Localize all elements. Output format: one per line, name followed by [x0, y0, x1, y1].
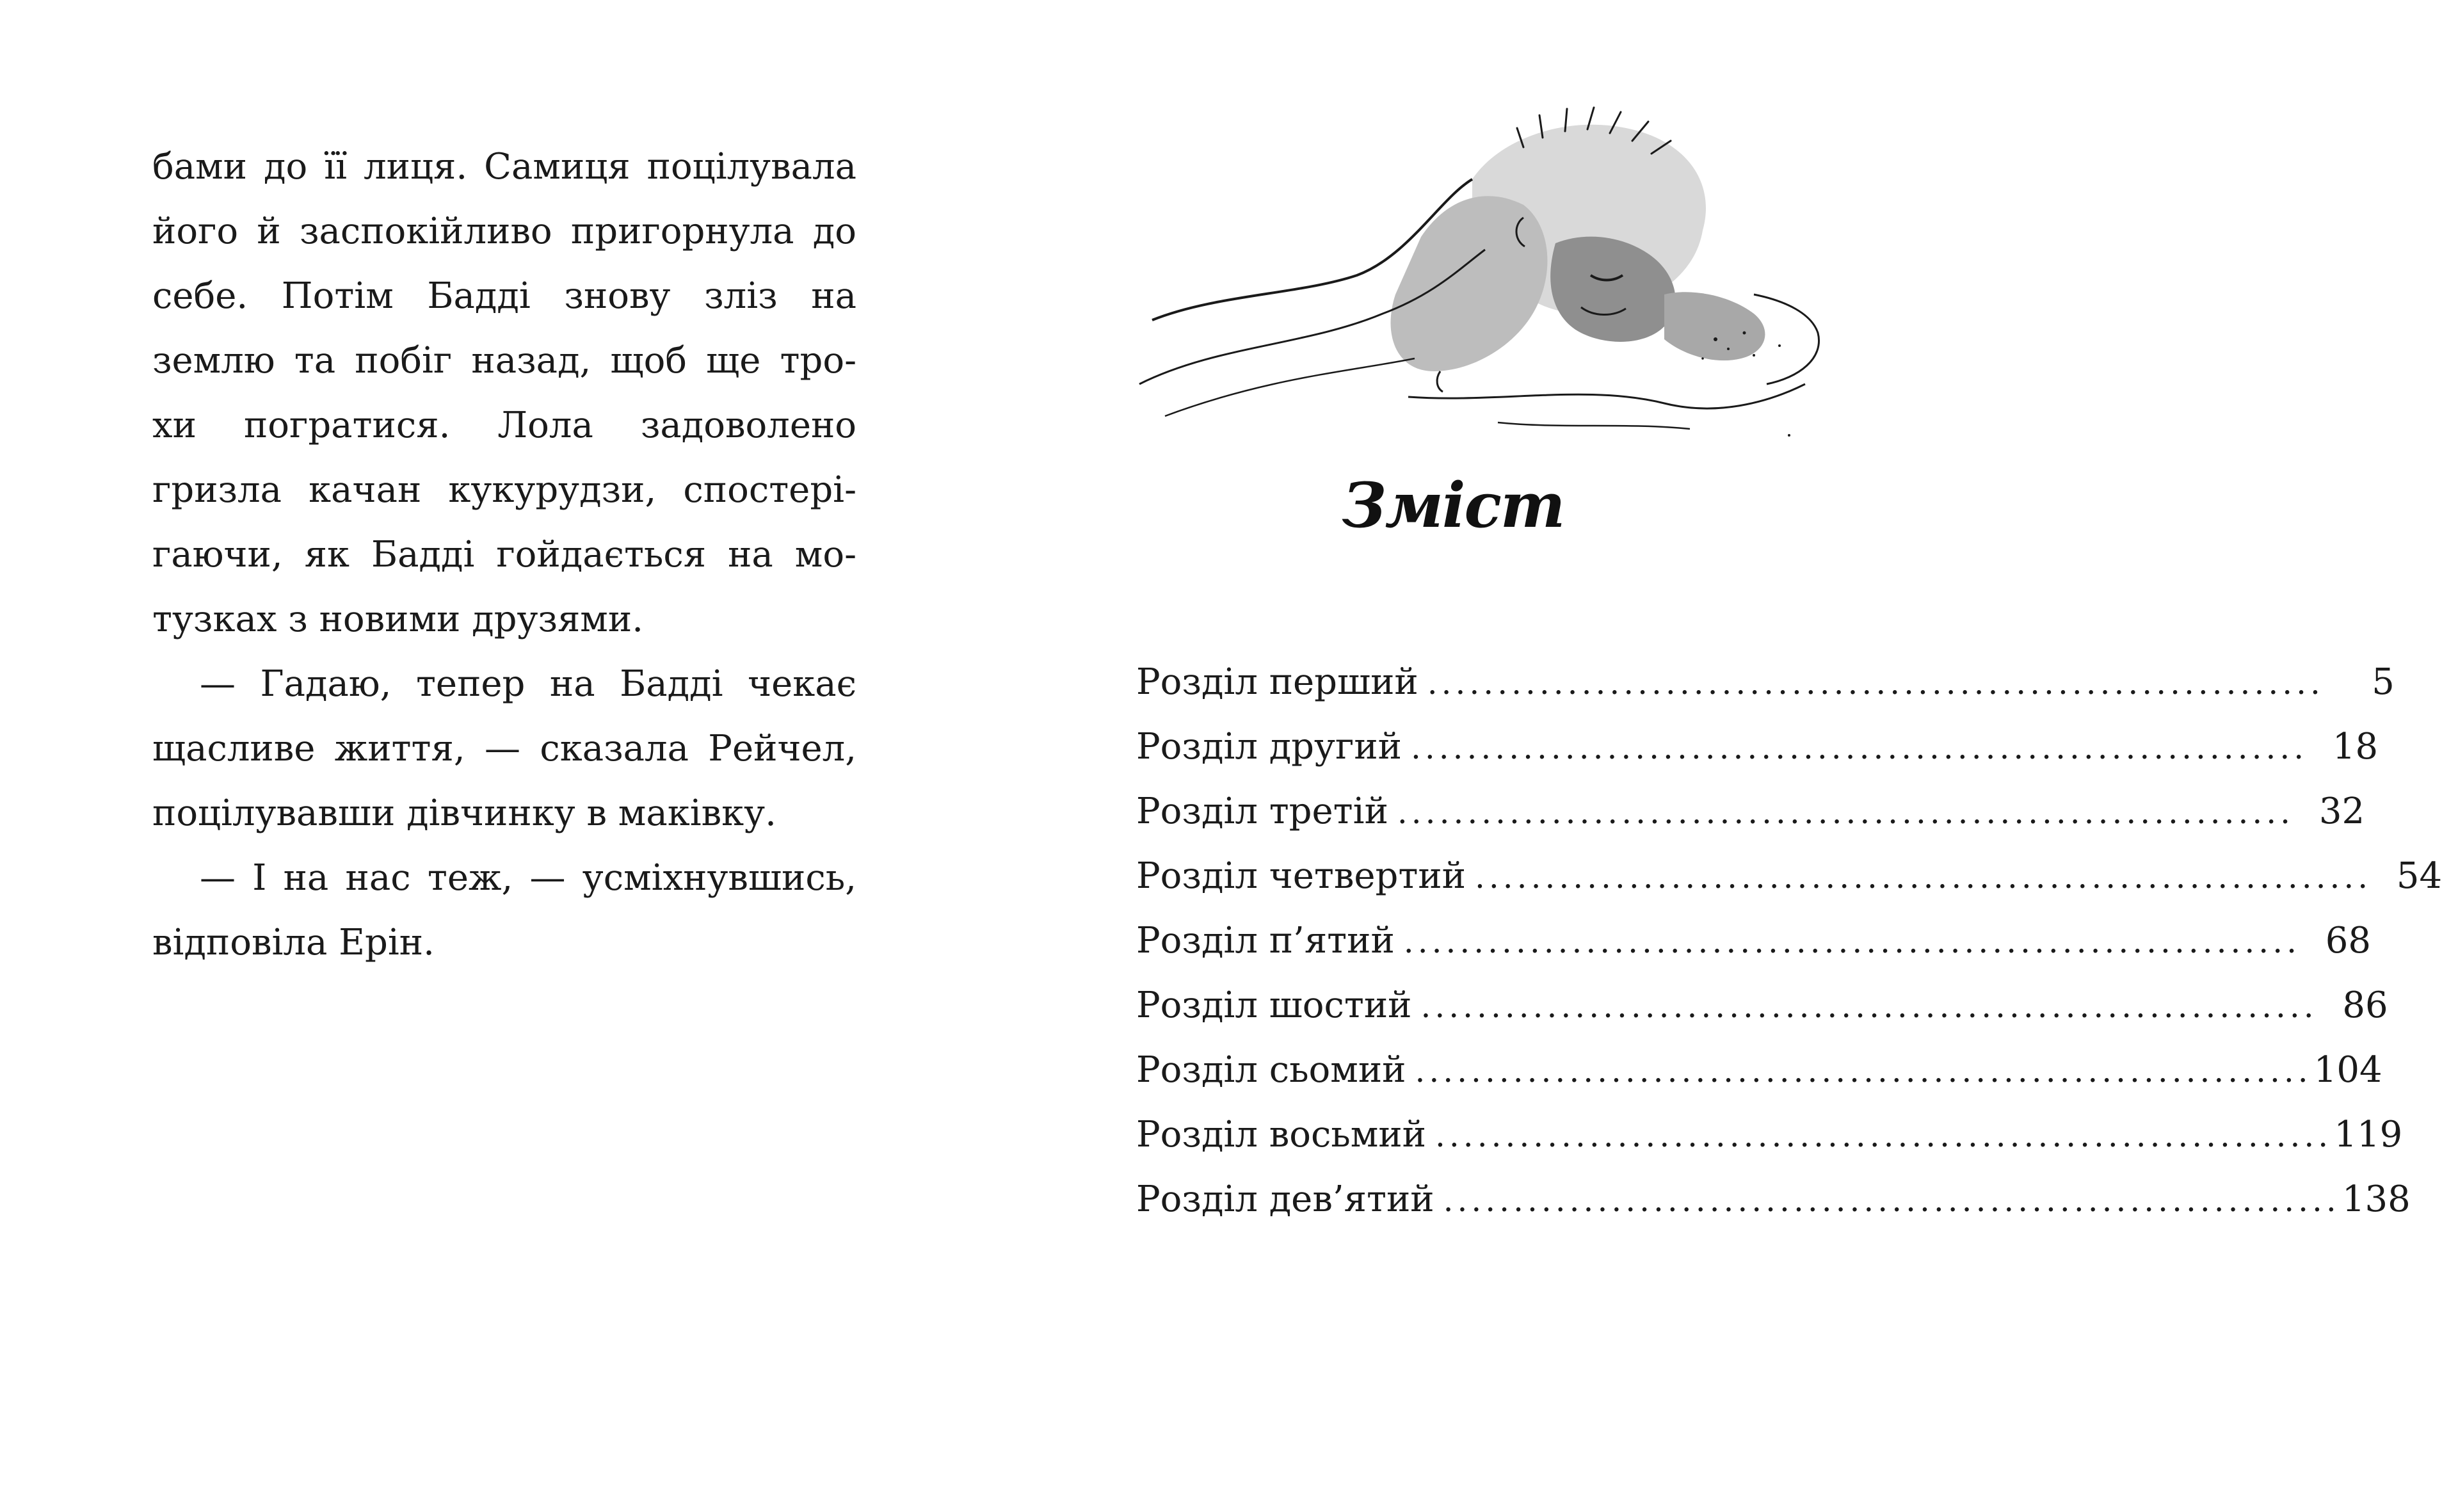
story-line: поцілувавши дівчинку в маківку.	[152, 792, 776, 834]
story-line: хи погратися. Лола задоволено	[152, 405, 856, 446]
toc-entry[interactable]	[1136, 908, 2371, 973]
pillow-line	[1498, 422, 1690, 429]
story-line: — І на нас теж, — усміхнувшись,	[200, 857, 856, 899]
toc-entry-page: 104	[2313, 1049, 2382, 1091]
toc-entry[interactable]	[1136, 1102, 2403, 1167]
story-line: бами до її лиця. Самиця поцілувала	[152, 146, 856, 188]
hand-shade	[1664, 292, 1765, 360]
story-line: гризла качан кукурудзи, спостері-	[152, 469, 856, 511]
toc-leader-dots: ................................................................	[1415, 1052, 2312, 1090]
toc-entry[interactable]	[1136, 714, 2379, 779]
toc-entry-label: Розділ шостий	[1136, 985, 1412, 1026]
story-line: його й заспокійливо пригорнула до	[152, 211, 856, 252]
toc-entry[interactable]	[1136, 973, 2388, 1038]
toc-entry[interactable]	[1136, 1038, 2382, 1102]
blanket-line	[1165, 358, 1415, 416]
toc-entry[interactable]	[1136, 844, 2442, 908]
toc-entry-page: 5	[2372, 661, 2395, 703]
toc-leader-dots: ................................................................	[1397, 794, 2295, 831]
toc-entry-label: Розділ восьмий	[1136, 1114, 1427, 1155]
toc-leader-dots: ................................................................	[1443, 1182, 2340, 1219]
toc-entry-page: 18	[2332, 726, 2379, 768]
toc-entry-page: 86	[2342, 985, 2388, 1026]
story-page	[152, 134, 856, 975]
toc-leader-dots: ................................................................	[1420, 988, 2318, 1025]
toc-leader-dots: ................................................................	[1475, 858, 2372, 896]
toc-entry-label: Розділ перший	[1136, 661, 1418, 703]
table-of-contents	[1136, 650, 2442, 1232]
toc-leader-dots: ................................................................	[1435, 1117, 2333, 1154]
toc-leader-dots: ................................................................	[1403, 923, 2301, 960]
toc-entry-page: 54	[2396, 855, 2442, 897]
story-line: тузках з новими друзями.	[152, 599, 643, 640]
toc-entry-label: Розділ сьомий	[1136, 1049, 1406, 1091]
toc-entry-label: Розділ четвертий	[1136, 855, 1466, 897]
story-line: — Гадаю, тепер на Бадді чекає	[200, 663, 856, 705]
story-line: землю та побіг назад, щоб ще тро-	[152, 340, 856, 382]
story-line: щасливе життя, — сказала Рейчел,	[152, 728, 856, 769]
toc-entry-label: Розділ третій	[1136, 791, 1388, 832]
sleeping-orangutan-illustration	[1139, 102, 1856, 448]
pillow-line	[1408, 384, 1805, 408]
story-line: себе. Потім Бадді знову зліз на	[152, 275, 856, 317]
toc-entry[interactable]	[1136, 1167, 2411, 1232]
story-line: гаючи, як Бадді гойдається на мо-	[152, 534, 856, 575]
toc-entry-page: 68	[2325, 920, 2371, 961]
arm-shade	[1391, 196, 1548, 371]
toc-entry-page: 32	[2318, 791, 2365, 832]
toc-entry-label: Розділ дев’ятий	[1136, 1178, 1434, 1220]
toc-title: Зміст	[1342, 469, 1564, 542]
toc-entry-page: 119	[2334, 1114, 2403, 1155]
toc-entry[interactable]	[1136, 650, 2395, 714]
toc-entry-label: Розділ п’ятий	[1136, 920, 1395, 961]
toc-entry[interactable]	[1136, 779, 2365, 844]
story-line: відповіла Ерін.	[152, 922, 435, 963]
blanket-fold	[1437, 371, 1443, 392]
toc-leader-dots: ................................................................	[1410, 729, 2308, 766]
toc-entry-page: 138	[2342, 1178, 2411, 1220]
toc-leader-dots: ................................................................	[1427, 664, 2324, 702]
toc-entry-label: Розділ другий	[1136, 726, 1402, 768]
